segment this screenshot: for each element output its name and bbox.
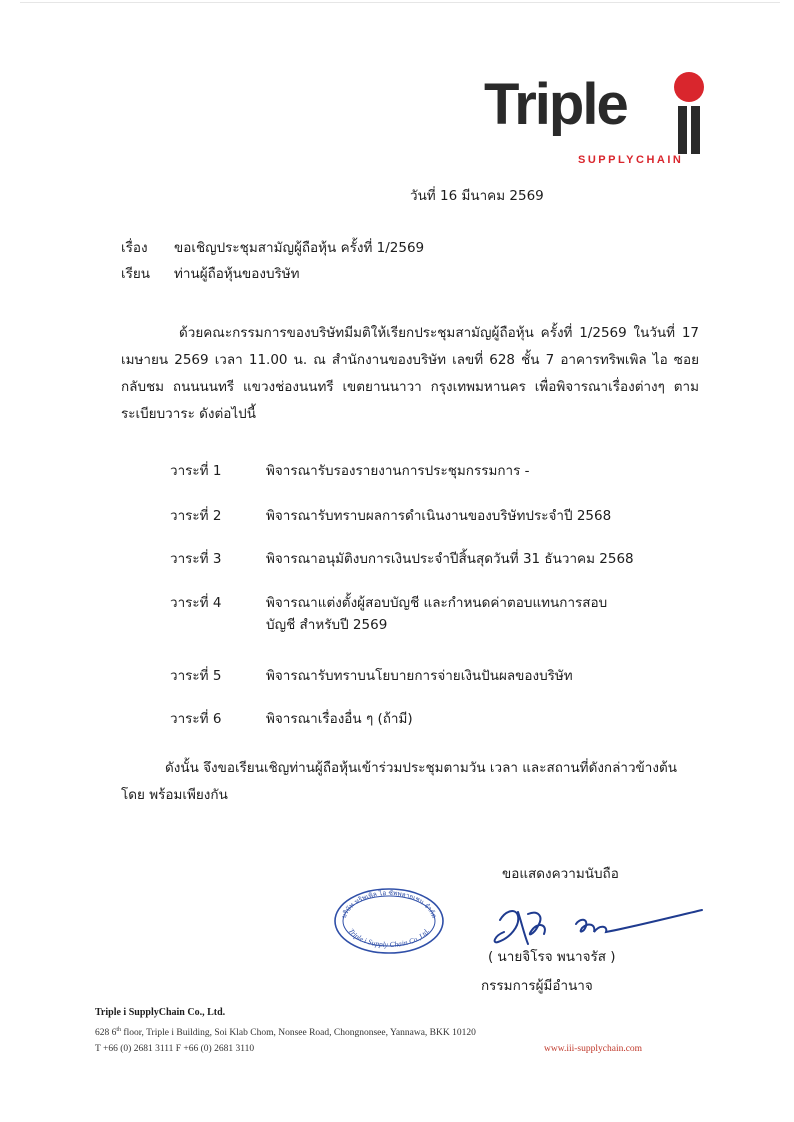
closing-paragraph: ดังนั้น จึงขอเรียนเชิญท่านผู้ถือหุ้นเข้าร่วมประชุมตามวัน เวลา และสถานที่ดังกล่าวข้างต้นโดย พร้อมเพียงกัน [121, 760, 677, 803]
logo-wordmark: Triple [484, 72, 627, 137]
agenda-label: วาระที่ 6 [170, 711, 222, 727]
subject-label: เรื่อง [121, 240, 148, 256]
svg-text:Triple i Supply Chain Co.,Ltd. [347, 927, 432, 949]
footer-phone-fax: T +66 (0) 2681 3111 F +66 (0) 2681 3110 [95, 1044, 255, 1054]
agenda-text: พิจารณาเรื่องอื่น ๆ (ถ้ามี) [266, 711, 413, 727]
footer-company: Triple i SupplyChain Co., Ltd. [95, 1007, 226, 1018]
agenda-text: พิจารณาอนุมัติงบการเงินประจำปีสิ้นสุดวันที่ 31 ธันวาคม 2568 [266, 551, 634, 567]
company-stamp [333, 885, 445, 955]
footer-address: 628 6th floor, Triple i Building, Soi Klab Chom, Nonsee Road, Chongnonsee, Yannawa, BKK 10120 [95, 1027, 476, 1039]
subject-text: ขอเชิญประชุมสามัญผู้ถือหุ้น ครั้งที่ 1/2569 [174, 240, 425, 256]
logo-red-dot [674, 72, 704, 102]
agenda-label: วาระที่ 5 [170, 668, 222, 684]
top-scan-line [20, 2, 780, 3]
handwritten-signature [488, 902, 708, 952]
agenda-label: วาระที่ 3 [170, 551, 222, 567]
agenda-text: พิจารณารับทราบผลการดำเนินงานของบริษัทประจำปี 2568 [266, 508, 612, 524]
regards-text: ขอแสดงความนับถือ [502, 866, 619, 882]
footer-website-link[interactable]: www.iii-supplychain.com [544, 1044, 643, 1054]
agenda-label: วาระที่ 4 [170, 595, 222, 611]
recipient-text: ท่านผู้ถือหุ้นของบริษัท [174, 266, 300, 282]
triple-i-logo [484, 70, 704, 165]
signer-title: กรรมการผู้มีอำนาจ [481, 978, 593, 994]
agenda-text: พิจารณารับทราบนโยบายการจ่ายเงินปันผลของบริษัท [266, 668, 573, 684]
agenda-label: วาระที่ 1 [170, 463, 222, 479]
stamp-outer-text: บริษัท ทริพเพิล ไอ ซัพพลายเชน จำกัด [339, 888, 439, 920]
signer-name: ( นายจิโรจ พนาจรัส ) [488, 949, 616, 965]
agenda-text: พิจารณารับรองรายงานการประชุมกรรมการ - [266, 463, 530, 479]
logo-bar [678, 106, 687, 154]
agenda-text: พิจารณาแต่งตั้งผู้สอบบัญชี และกำหนดค่าตอบแทนการสอบบัญชี สำหรับปี 2569 [266, 595, 608, 633]
stamp-inner-text: Triple i Supply Chain Co.,Ltd. [346, 926, 432, 950]
recipient-label: เรียน [121, 266, 151, 282]
logo-tagline: SUPPLYCHAIN [578, 154, 684, 166]
svg-text:บริษัท ทริพเพิล ไอ ซัพพลายเชน [340, 889, 438, 919]
body-paragraph: ด้วยคณะกรรมการของบริษัทมีมติให้เรียกประชุมสามัญผู้ถือหุ้น ครั้งที่ 1/2569 ในวันที่ 17 เมษายน 2569 เวลา 11.00 น. ณ สำนักงานของบริษัท เลขที่ 628 ชั้น 7 อาคารทริพเพิล ไอ ซอยกลับชม ถนนนนทรี แขวงช่องนนทรี เขตยานนาวา กรุงเทพมหานคร เพื่อพิจารณาเรื่องต่างๆ ตามระเบียบวาระ ดังต่อไปนี้ [121, 325, 699, 422]
agenda-label: วาระที่ 2 [170, 508, 222, 524]
letter-date: วันที่ 16 มีนาคม 2569 [410, 188, 544, 204]
logo-bar [691, 106, 700, 154]
